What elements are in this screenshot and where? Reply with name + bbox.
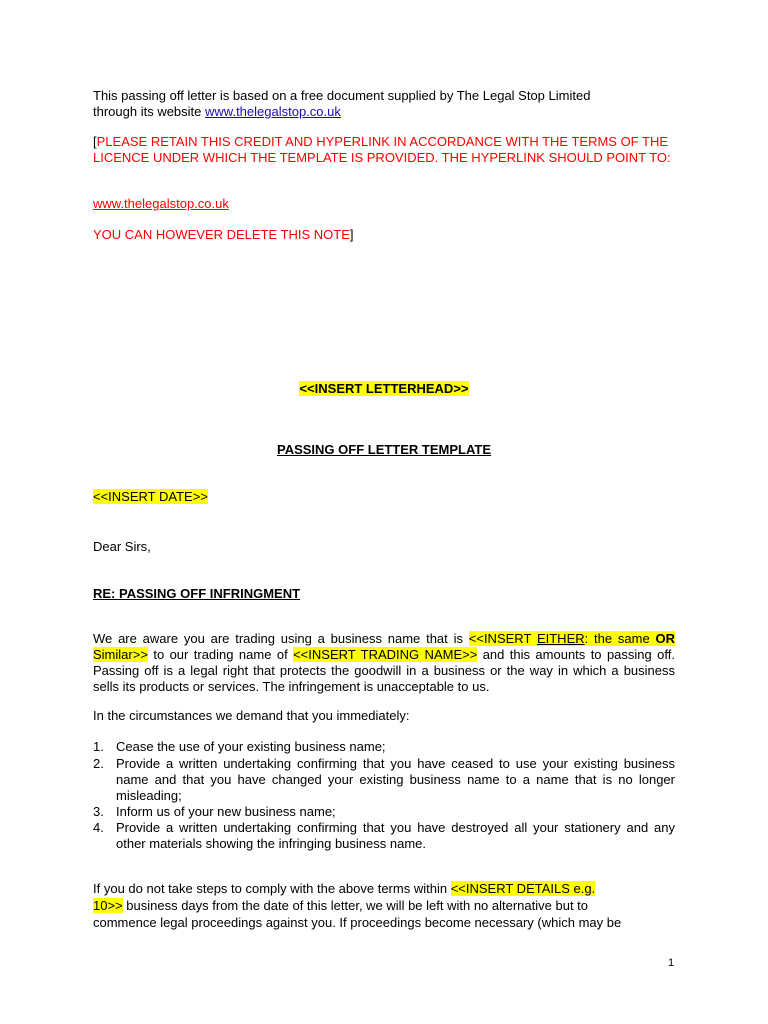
paragraph-3 xyxy=(93,880,675,931)
list-item xyxy=(93,820,675,852)
credit-website-link[interactable]: www.thelegalstop.co.uk xyxy=(205,104,341,119)
letterhead-text: <<INSERT LETTERHEAD>> xyxy=(299,381,469,396)
notice-website-link[interactable]: www.thelegalstop.co.uk xyxy=(93,196,229,211)
para3-highlight-2: 10>> xyxy=(93,898,123,913)
list-item-text: Provide a written undertaking confirming that you have destroyed all your stationery and any other materials showing the infringing business name. xyxy=(116,820,675,851)
delete-note-text: YOU CAN HOWEVER DELETE THIS NOTE xyxy=(93,227,350,242)
delete-note xyxy=(93,227,675,243)
list-item-number: 4. xyxy=(93,820,104,835)
list-item-text: Cease the use of your existing business name; xyxy=(116,739,386,754)
list-item-text: Inform us of your new business name; xyxy=(116,804,336,819)
letter-title: PASSING OFF LETTER TEMPLATE xyxy=(276,442,492,457)
list-item xyxy=(93,739,675,755)
credit-line-1: This passing off letter is based on a free document supplied by The Legal Stop Limited xyxy=(93,88,591,103)
credit-line-2-prefix: through its website xyxy=(93,104,206,119)
credit-paragraph xyxy=(93,88,675,120)
para1-text-a: We are aware you are trading using a business name that is xyxy=(93,631,469,646)
re-line: RE: PASSING OFF INFRINGMENT xyxy=(93,586,301,601)
list-item-number: 2. xyxy=(93,756,104,771)
para3-highlight-1: <<INSERT DETAILS e.g. xyxy=(450,881,596,896)
list-item xyxy=(93,804,675,820)
para3-text-a: If you do not take steps to comply with the above terms within xyxy=(93,881,451,896)
list-item-number: 3. xyxy=(93,804,104,819)
salutation: Dear Sirs, xyxy=(93,539,151,554)
para1-hl1-either: EITHER xyxy=(536,631,585,646)
list-item xyxy=(93,756,675,804)
para1-hl1-a: <<INSERT xyxy=(468,631,537,646)
notice-link-paragraph xyxy=(93,196,675,212)
list-item-number: 1. xyxy=(93,739,104,754)
para1-hl1-or: OR xyxy=(655,631,675,646)
para3-text-b: business days from the date of this letter, we will be left with no alternative but to xyxy=(122,898,589,913)
para1-hl1-b: : the same xyxy=(584,631,656,646)
notice-close-bracket: ] xyxy=(349,227,354,242)
list-item-text: Provide a written undertaking confirming that you have ceased to use your existing business name and that you have changed your existing business name to a name that is no longer misleading; xyxy=(116,756,675,803)
letterhead-placeholder xyxy=(93,381,675,397)
date-text: <<INSERT DATE>> xyxy=(93,489,208,504)
page-number: 1 xyxy=(668,957,675,969)
demands-list xyxy=(93,739,675,852)
para1-highlight-2: <<INSERT TRADING NAME>> xyxy=(293,647,478,662)
para1-hl1-c: Similar>> xyxy=(93,647,148,662)
notice-text: PLEASE RETAIN THIS CREDIT AND HYPERLINK IN ACCORDANCE WITH THE TERMS OF THE LICENCE UNDER WHICH THE TEMPLATE IS PROVIDED. THE HYPERLINK SHOULD POINT TO: xyxy=(93,134,671,165)
para3-text-c: commence legal proceedings against you. If proceedings become necessary (which may be xyxy=(93,915,622,930)
notice-open-bracket: [ xyxy=(93,134,97,149)
license-notice xyxy=(93,134,675,166)
date-placeholder xyxy=(93,489,675,505)
paragraph-1 xyxy=(93,631,675,695)
para1-text-b: to our trading name of xyxy=(147,647,294,662)
para1-text-c: and this amounts to passing off. Passing off is a legal right that protects the goodwill in a business or the way in which a business sells its products or services. The infringement is unacceptable to us. xyxy=(93,647,675,694)
paragraph-2: In the circumstances we demand that you immediately: xyxy=(93,708,410,723)
